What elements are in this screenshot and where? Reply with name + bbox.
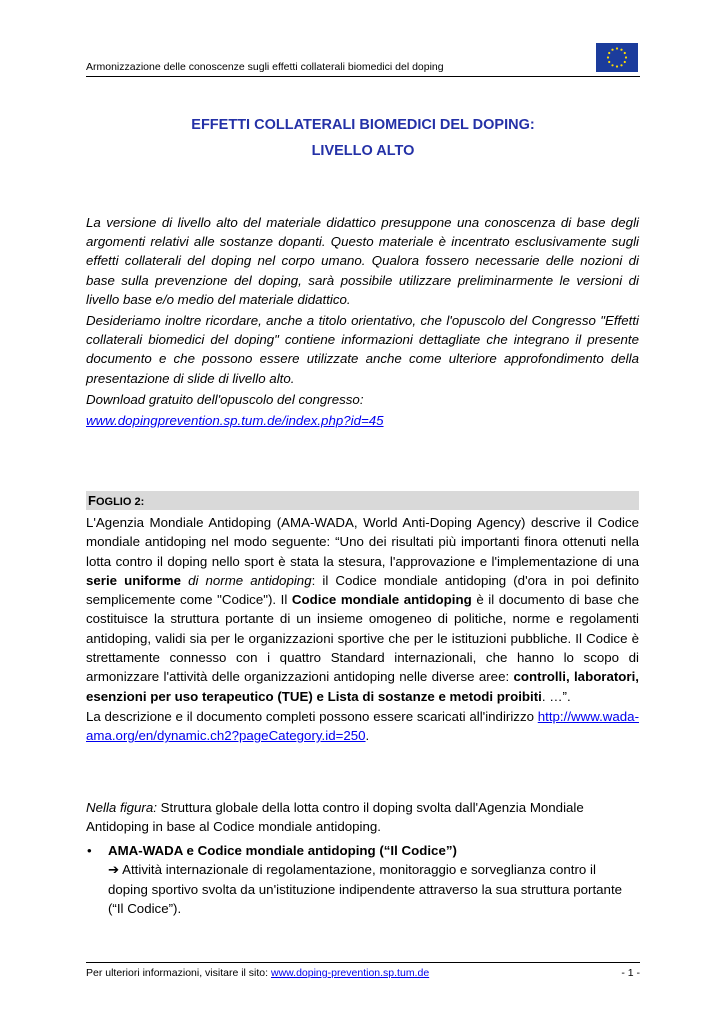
page-footer xyxy=(86,962,640,979)
body-text-1: L'Agenzia Mondiale Antidoping (AMA-WADA, World Anti-Doping Agency) descrive il Codice mondiale antidoping nel modo seguente: “Uno dei risultati più importanti finora ottenuti nella lotta contro il doping nello sport è stata la stesura, l'approvazione e l'implementazione di una xyxy=(86,515,639,569)
eu-star-icon xyxy=(611,64,613,66)
opuscolo-link[interactable]: www.dopingprevention.sp.tum.de/index.php?id=45 xyxy=(86,413,384,429)
intro-download-label: Download gratuito dell'opuscolo del congresso: xyxy=(86,391,364,407)
body-paragraph-1 xyxy=(86,513,639,706)
eu-star-icon xyxy=(625,56,627,58)
wada-link[interactable]: http://www.wada-ama.org/en/dynamic.ch2?pageCategory.id=250 xyxy=(86,708,639,744)
bullet-text: Attività internazionale di regolamentazione, monitoraggio e sorveglianza contro il doping sportivo svolta da un'istituzione indipendente attraverso la sua struttura portante (“Il Codice”). xyxy=(108,862,623,916)
eu-star-icon xyxy=(608,52,610,54)
figure-caption xyxy=(86,798,639,837)
foglio-heading xyxy=(86,491,639,510)
bullet-item xyxy=(86,841,639,918)
footer-link[interactable]: www.doping-prevention.sp.tum.de xyxy=(270,967,430,979)
intro-paragraph-1: La versione di livello alto del materiale didattico presuppone una conoscenza di base degli argomenti relativi alle sostanze dopanti. Questo materiale è incentrato esclusivamente sugli effetti collaterali del doping nel corpo umano. Qualora fossero necessarie delle nozioni di base sulla prevenzione del doping, sarà possibile utilizzare preliminarmente le versioni di livello base e/o medio del materiale didattico. xyxy=(86,215,639,307)
intro-section xyxy=(86,213,639,432)
eu-stars xyxy=(596,43,638,72)
page-header xyxy=(86,60,640,77)
footer-text: Per ulteriori informazioni, visitare il sito: xyxy=(86,967,271,979)
body-bold-3: controlli, laboratori, esenzioni per uso terapeutico (TUE) e Lista di sostanze e metodi proibiti xyxy=(86,669,639,704)
eu-star-icon xyxy=(624,61,626,63)
intro-paragraph-2: Desideriamo inoltre ricordare, anche a titolo orientativo, che l'opuscolo del Congresso "Effetti collaterali biomedici del doping" contiene informazioni dettagliate che integrano il presente documento e che possono essere utilizzate anche come ulteriore approfondimento della presentazione di slide di livello alto. xyxy=(86,313,639,386)
body-bold-1: serie uniforme xyxy=(86,572,181,588)
eu-star-icon xyxy=(620,64,622,66)
figure-text: Struttura globale della lotta contro il doping svolta dall'Agenzia Mondiale Antidoping in base al Codice mondiale antidoping. xyxy=(86,800,584,835)
header-title: Armonizzazione delle conoscenze sugli effetti collaterali biomedici del doping xyxy=(86,61,444,73)
eu-flag-icon xyxy=(596,43,638,72)
body-p2-text: La descrizione e il documento completi possono essere scaricati all'indirizzo xyxy=(86,708,538,724)
body-paragraph-2 xyxy=(86,707,639,746)
eu-star-icon xyxy=(616,47,618,49)
foglio-label: OGLIO 2: xyxy=(95,496,145,508)
body-italic-1: di norme antidoping xyxy=(181,572,312,588)
page-title: EFFETTI COLLATERALI BIOMEDICI DEL DOPING: xyxy=(191,117,535,133)
eu-star-icon xyxy=(611,49,613,51)
eu-star-icon xyxy=(607,56,609,58)
body-text-4: . …”. xyxy=(541,688,571,704)
arrow-icon: ➔ xyxy=(108,862,120,878)
foglio-first-letter: F xyxy=(88,493,96,508)
body-bold-2: Codice mondiale antidoping xyxy=(291,592,472,608)
eu-star-icon xyxy=(624,52,626,54)
body-text-3: è il documento di base che costituisce la struttura portante di un insieme omogeneo di politiche, norme e regolamenti antidoping, validi sia per le organizzazioni sportive che per le istituzioni pubbliche. Il Codice è strettamente connesso con i quattro Standard internazionali, che hanno lo scopo di armonizzare l'attività delle organizzazioni antidoping nelle diverse aree: xyxy=(86,592,639,685)
bullet-marker: • xyxy=(87,843,92,858)
eu-star-icon xyxy=(616,65,618,67)
eu-star-icon xyxy=(608,61,610,63)
foglio-body xyxy=(86,513,639,746)
body-text-2: : il Codice mondiale antidoping (d'ora in poi definito semplicemente come "Codice"). Il xyxy=(86,572,639,608)
page-subtitle: LIVELLO ALTO xyxy=(311,143,415,159)
page-number: - 1 - xyxy=(621,967,640,979)
figure-label: Nella figura: xyxy=(86,800,157,815)
body-p2-end: . xyxy=(365,728,370,744)
eu-star-icon xyxy=(620,49,622,51)
bullet-heading: AMA-WADA e Codice mondiale antidoping (“Il Codice”) xyxy=(108,843,457,858)
